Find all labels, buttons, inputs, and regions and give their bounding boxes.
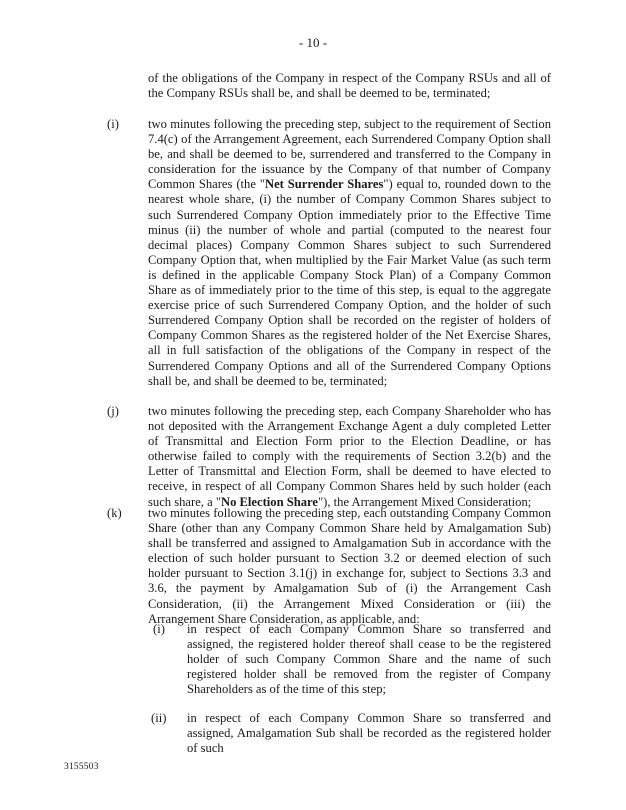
para-i-text-a: two minutes following the preceding step, subject to the requirement of Section 7.4(c) of the Arrangement Agreement, each Surrendered Company Option shall be, and shall be deemed to be, surrendered and transferred to the Company in consideration for the issuance by the Company of that number of Company Common Shares (the "	[148, 117, 551, 192]
para-k	[148, 506, 551, 627]
para-k-text: two minutes following the preceding step, each outstanding Company Common Share (other than any Company Common Share held by Amalgamation Sub) shall be transferred and assigned to Amalgamation Sub in accordance with the election of such holder pursuant to Section 3.2 or deemed election of such holder pursuant to Section 3.1(j) in exchange for, subject to Sections 3.3 and 3.6, the payment by Amalgamation Sub of (i) the Arrangement Cash Consideration, (ii) the Arrangement Mixed Consideration or (iii) the Arrangement Share Consideration, as applicable, and:	[148, 506, 551, 626]
sub-ii-label: (ii)	[151, 711, 167, 725]
sub-i-text: in respect of each Company Common Share so transferred and assigned, the registered holder thereof shall cease to be the registered holder of such Company Common Share and the name of such registered holder shall be removed from the register of Company Shareholders as of the time of this step;	[187, 622, 551, 697]
para-i-text-b: ") equal to, rounded down to the nearest whole share, (i) the number of Company Common Shares subject to such Surrendered Company Option immediately prior to the Effective Time minus (ii) the number of whole and partial (computed to the nearest four decimal places) Company Common Shares subject to such Surrendered Company Option that, when multiplied by the Fair Market Value (as such term is defined in the applicable Company Stock Plan) of a Company Common Share as of immediately prior to the time of this step, is equal to the aggregate exercise price of such Surrendered Company Option, and the holder of such Surrendered Company Option shall be recorded on the register of holders of Company Common Shares as the registered holder of the Net Exercise Shares, all in full satisfaction of the obligations of the Company in respect of the Surrendered Company Options and all of the Surrendered Company Options shall be, and shall be deemed to be, terminated;	[148, 177, 551, 388]
intro-paragraph	[148, 71, 551, 101]
sub-ii-text: in respect of each Company Common Share so transferred and assigned, Amalgamation Sub shall be recorded as the registered holder of such	[187, 711, 551, 756]
page-number: - 10 -	[298, 35, 328, 50]
para-i-defined-term: Net Surrender Shares	[264, 177, 384, 192]
para-j-label: (j)	[107, 404, 119, 418]
para-j-text-b: "), the Arrangement Mixed Consideration;	[318, 494, 532, 509]
para-k-label: (k)	[107, 506, 122, 520]
para-i	[148, 117, 551, 389]
intro-paragraph-text: of the obligations of the Company in respect of the Company RSUs and all of the Company RSUs shall be, and shall be deemed to be, terminated;	[148, 71, 551, 101]
para-j-text-a: two minutes following the preceding step, each Company Shareholder who has not deposited with the Arrangement Exchange Agent a duly completed Letter of Transmittal and Election Form prior to the Election Deadline, or has otherwise failed to comply with the requirements of Section 3.2(b) and the Letter of Transmittal and Election Form, shall be deemed to have elected to receive, in respect of all Company Common Shares held by such holder (each such share, a "	[148, 404, 551, 509]
para-j-defined-term: No Election Share	[220, 494, 319, 509]
sub-i-label: (i)	[153, 622, 165, 636]
document-id: 3155503	[64, 762, 99, 772]
sub-i	[187, 622, 551, 697]
sub-ii	[187, 711, 551, 756]
para-i-label: (i)	[107, 117, 119, 131]
para-j	[148, 404, 551, 510]
